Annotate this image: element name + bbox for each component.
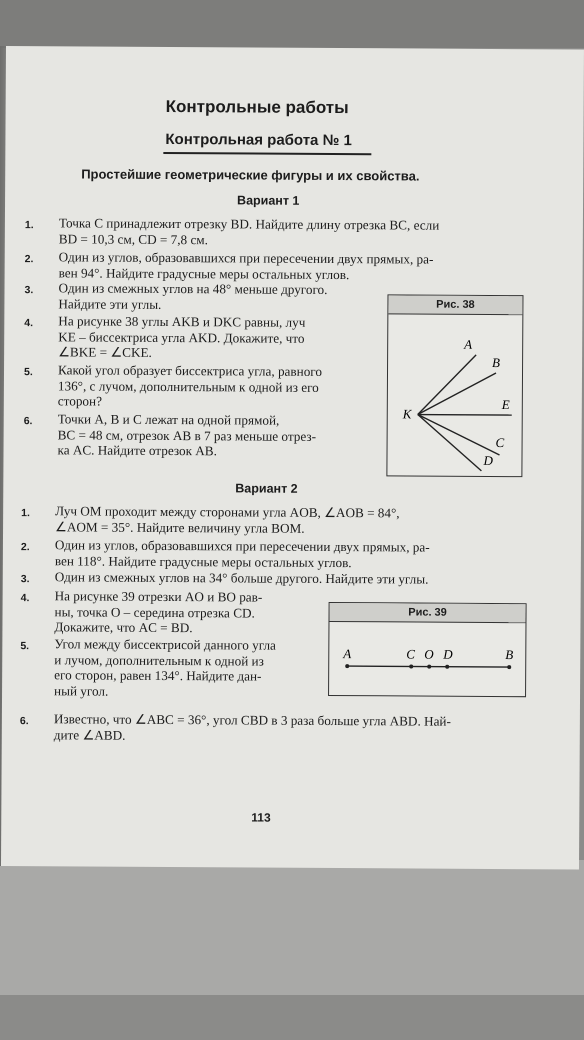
section-title: Контрольные работы	[165, 96, 349, 118]
point-o	[427, 665, 431, 669]
label-k: K	[402, 406, 412, 422]
v1-task-1	[59, 215, 529, 249]
v1-task-5-line: Какой угол образует биссектриса угла, равного	[57, 362, 323, 379]
v1-task-5-number: 5.	[23, 366, 33, 379]
v2-task-4-line: На рисунке 39 отрезки AO и BO рав-	[54, 588, 263, 605]
test-title: Контрольная работа № 1	[165, 130, 352, 150]
v1-task-6-line: Точки A, B и C лежат на одной прямой,	[57, 411, 280, 428]
v1-task-4-line: На рисунке 38 углы AKB и DKC равны, луч	[58, 313, 306, 330]
variant-2-label: Вариант 2	[235, 481, 298, 496]
label-a: A	[343, 646, 352, 662]
figure-38-rays	[387, 314, 522, 475]
figure-39	[328, 602, 527, 697]
v2-task-5-number: 5.	[20, 640, 30, 653]
v2-task-4-line: ны, точка O – середина отрезка CD.	[54, 603, 255, 621]
background-top	[0, 0, 584, 48]
point-b	[507, 665, 511, 669]
label-c: C	[495, 434, 505, 451]
v1-task-2-line: вен 94°. Найдите градусные меры остальных углов.	[58, 264, 350, 282]
v2-task-4-line: Докажите, что AC = BD.	[54, 619, 193, 636]
v1-task-5-line: 136°, с лучом, дополнительным к одной из его	[57, 377, 319, 395]
v2-task-5-line: ный угол.	[54, 682, 109, 699]
variant-1-label: Вариант 1	[237, 193, 300, 208]
v1-task-3-number: 3.	[24, 284, 34, 297]
book-page	[1, 46, 584, 870]
v1-task-2	[59, 249, 529, 283]
v2-task-1-line: Луч OM проходит между сторонами угла AOB, ∠AOB = 84°,	[55, 503, 400, 521]
v2-task-6-number: 6.	[19, 715, 29, 728]
v2-task-2	[55, 537, 529, 571]
label-c: C	[406, 646, 416, 662]
v2-task-5-line: его сторон, равен 134°. Найдите дан-	[54, 667, 262, 684]
v2-task-3-line: Один из смежных углов на 34° больше другого. Найдите эти углы.	[54, 569, 429, 587]
label-a: A	[464, 336, 473, 352]
label-b: B	[492, 354, 501, 371]
label-d: D	[483, 452, 493, 468]
v1-task-5-line: сторон?	[57, 393, 103, 409]
v2-task-1-number: 1.	[21, 507, 30, 520]
v1-task-1-line: BD = 10,3 см, CD = 7,8 см.	[58, 230, 209, 247]
figure-39-title: Рис. 39	[329, 603, 525, 623]
point-a	[345, 664, 349, 668]
v2-task-6-line: дите ∠ABD.	[53, 726, 126, 743]
v2-task-1-line: ∠AOM = 35°. Найдите величину угла BOM.	[55, 518, 305, 536]
v2-task-2-number: 2.	[20, 541, 30, 554]
figure-39-segment	[329, 622, 525, 695]
point-c	[409, 664, 413, 668]
ray-kc	[418, 415, 500, 456]
v1-task-6-number: 6.	[23, 415, 33, 428]
topic-title: Простейшие геометрические фигуры и их свойства.	[81, 166, 420, 184]
v1-task-3-line: Найдите эти углы.	[58, 295, 162, 312]
ray-ke	[418, 415, 512, 416]
v2-task-2-line: Один из углов, образовавшихся при пересечении двух прямых, ра-	[54, 537, 430, 555]
v1-task-6-line: ка AC. Найдите отрезок AB.	[57, 442, 217, 459]
v1-task-3-line: Один из смежных углов на 48° меньше другого.	[58, 280, 328, 297]
ray-ka	[418, 355, 476, 415]
label-o: O	[424, 646, 434, 662]
title-underline	[163, 152, 371, 155]
ray-kb	[418, 373, 496, 415]
v2-task-2-line: вен 118°. Найдите градусные меры остальных углов.	[54, 552, 352, 570]
v2-task-5	[54, 636, 324, 700]
v1-task-1-number: 1.	[24, 219, 34, 232]
v1-task-4	[58, 313, 378, 361]
label-d: D	[443, 646, 453, 662]
label-b: B	[505, 647, 514, 663]
v1-task-5	[58, 362, 378, 410]
v1-task-2-number: 2.	[24, 253, 34, 266]
v1-task-3	[58, 280, 378, 313]
page-number: 113	[251, 810, 271, 825]
v1-task-6	[57, 411, 377, 459]
v1-task-4-number: 4.	[24, 317, 34, 330]
v2-task-4	[54, 588, 324, 636]
v2-task-5-line: Угол между биссектрисой данного угла	[54, 636, 276, 653]
v2-task-5-line: и лучом, дополнительным к одной из	[54, 651, 264, 669]
label-e: E	[501, 397, 510, 413]
v2-task-6	[54, 711, 534, 745]
background-band	[0, 995, 584, 1040]
figure-38	[386, 294, 523, 477]
v2-task-1	[55, 503, 529, 537]
v2-task-4-number: 4.	[20, 592, 30, 605]
v2-task-3-number: 3.	[20, 573, 30, 586]
point-d	[445, 665, 449, 669]
v2-task-3	[55, 569, 529, 587]
v1-task-4-line: KE – биссектриса угла AKD. Докажите, что	[58, 328, 305, 346]
v1-task-2-line: Один из углов, образовавшихся при пересечении двух прямых, ра-	[58, 249, 434, 267]
ray-kd	[417, 415, 481, 471]
figure-38-title: Рис. 38	[388, 295, 522, 315]
v1-task-4-line: ∠BKE = ∠CKE.	[58, 344, 152, 360]
v2-task-6-line: Известно, что ∠ABC = 36°, угол CBD в 3 раза больше угла ABD. Най-	[53, 711, 451, 729]
v1-task-1-line: Точка C принадлежит отрезку BD. Найдите длину отрезка BC, если	[58, 215, 440, 233]
v1-task-6-line: BC = 48 см, отрезок AB в 7 раз меньше отрез-	[57, 426, 317, 444]
